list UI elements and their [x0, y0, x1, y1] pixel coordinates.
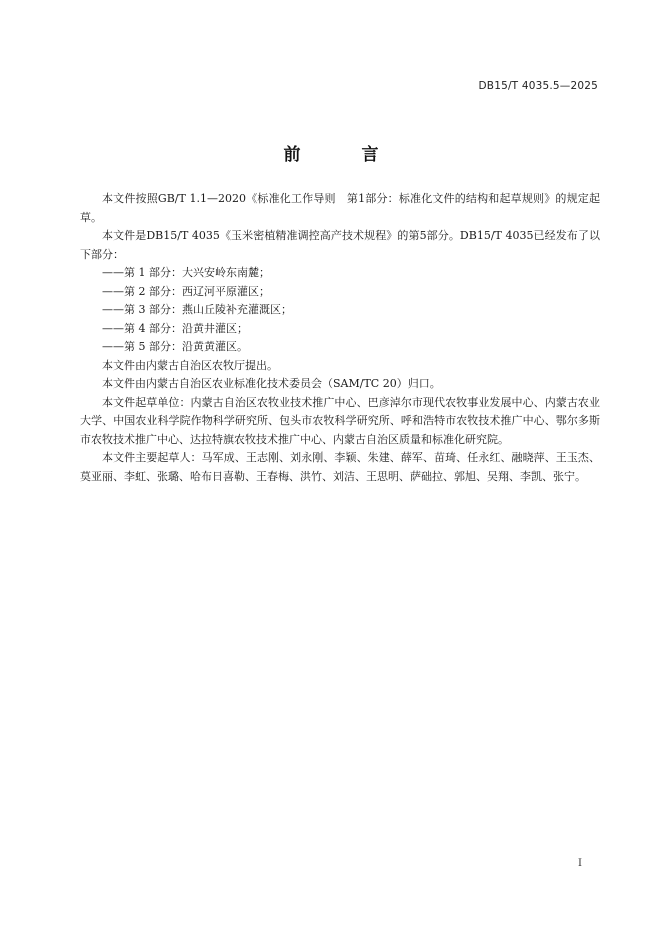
list-item-part-5: ——第 5 部分：沿黄黄灌区。 [102, 340, 248, 353]
document-code: DB15/T 4035.5—2025 [478, 80, 598, 92]
list-item-part-2: ——第 2 部分：西辽河平原灌区； [102, 284, 270, 298]
page-title: 前 言 [283, 145, 401, 165]
page-number: I [578, 858, 582, 869]
list-item-part-4: ——第 4 部分：沿黄井灌区； [102, 321, 248, 335]
list-item-part-3: ——第 3 部分：燕山丘陵补充灌溉区； [102, 303, 292, 316]
paragraph-committee: 本文件由内蒙古自治区农业标准化技术委员会（SAM/TC 20）归口。 [102, 377, 441, 390]
paragraph-drafters: 本文件主要起草人：马军成、王志刚、刘永刚、李颖、朱建、薛军、苗琦、任永红、融晓萍、王玉杰、莫亚丽、李虹、张璐、哈布日喜勒、王春梅、洪竹、刘洁、王思明、萨础拉、郭旭、吴翔、李凯、张宁。 [80, 451, 600, 483]
paragraph-proposer: 本文件由内蒙古自治区农牧厅提出。 [102, 358, 278, 372]
list-item-part-1: ——第 1 部分：大兴安岭东南麓； [102, 266, 270, 279]
paragraph-drafting-rules: 本文件按照GB/T 1.1—2020《标准化工作导则 第1部分：标准化文件的结构和起草规则》的规定起草。 [80, 192, 600, 224]
paragraph-drafting-units: 本文件起草单位：内蒙古自治区农牧业技术推广中心、巴彦淖尔市现代农牧事业发展中心、内蒙古农业大学、中国农业科学院作物科学研究所、包头市农牧科学研究所、呼和浩特市农牧技术推广中心、鄂尔多斯市农牧技术推广中心、达拉特旗农牧技术推广中心、内蒙古自治区质量和标准化研究院。 [80, 395, 600, 446]
paragraph-series-intro: 本文件是DB15/T 4035《玉米密植精准调控高产技术规程》的第5部分。DB15/T 4035已经发布了以下部分： [80, 229, 600, 261]
document-body [80, 190, 600, 486]
